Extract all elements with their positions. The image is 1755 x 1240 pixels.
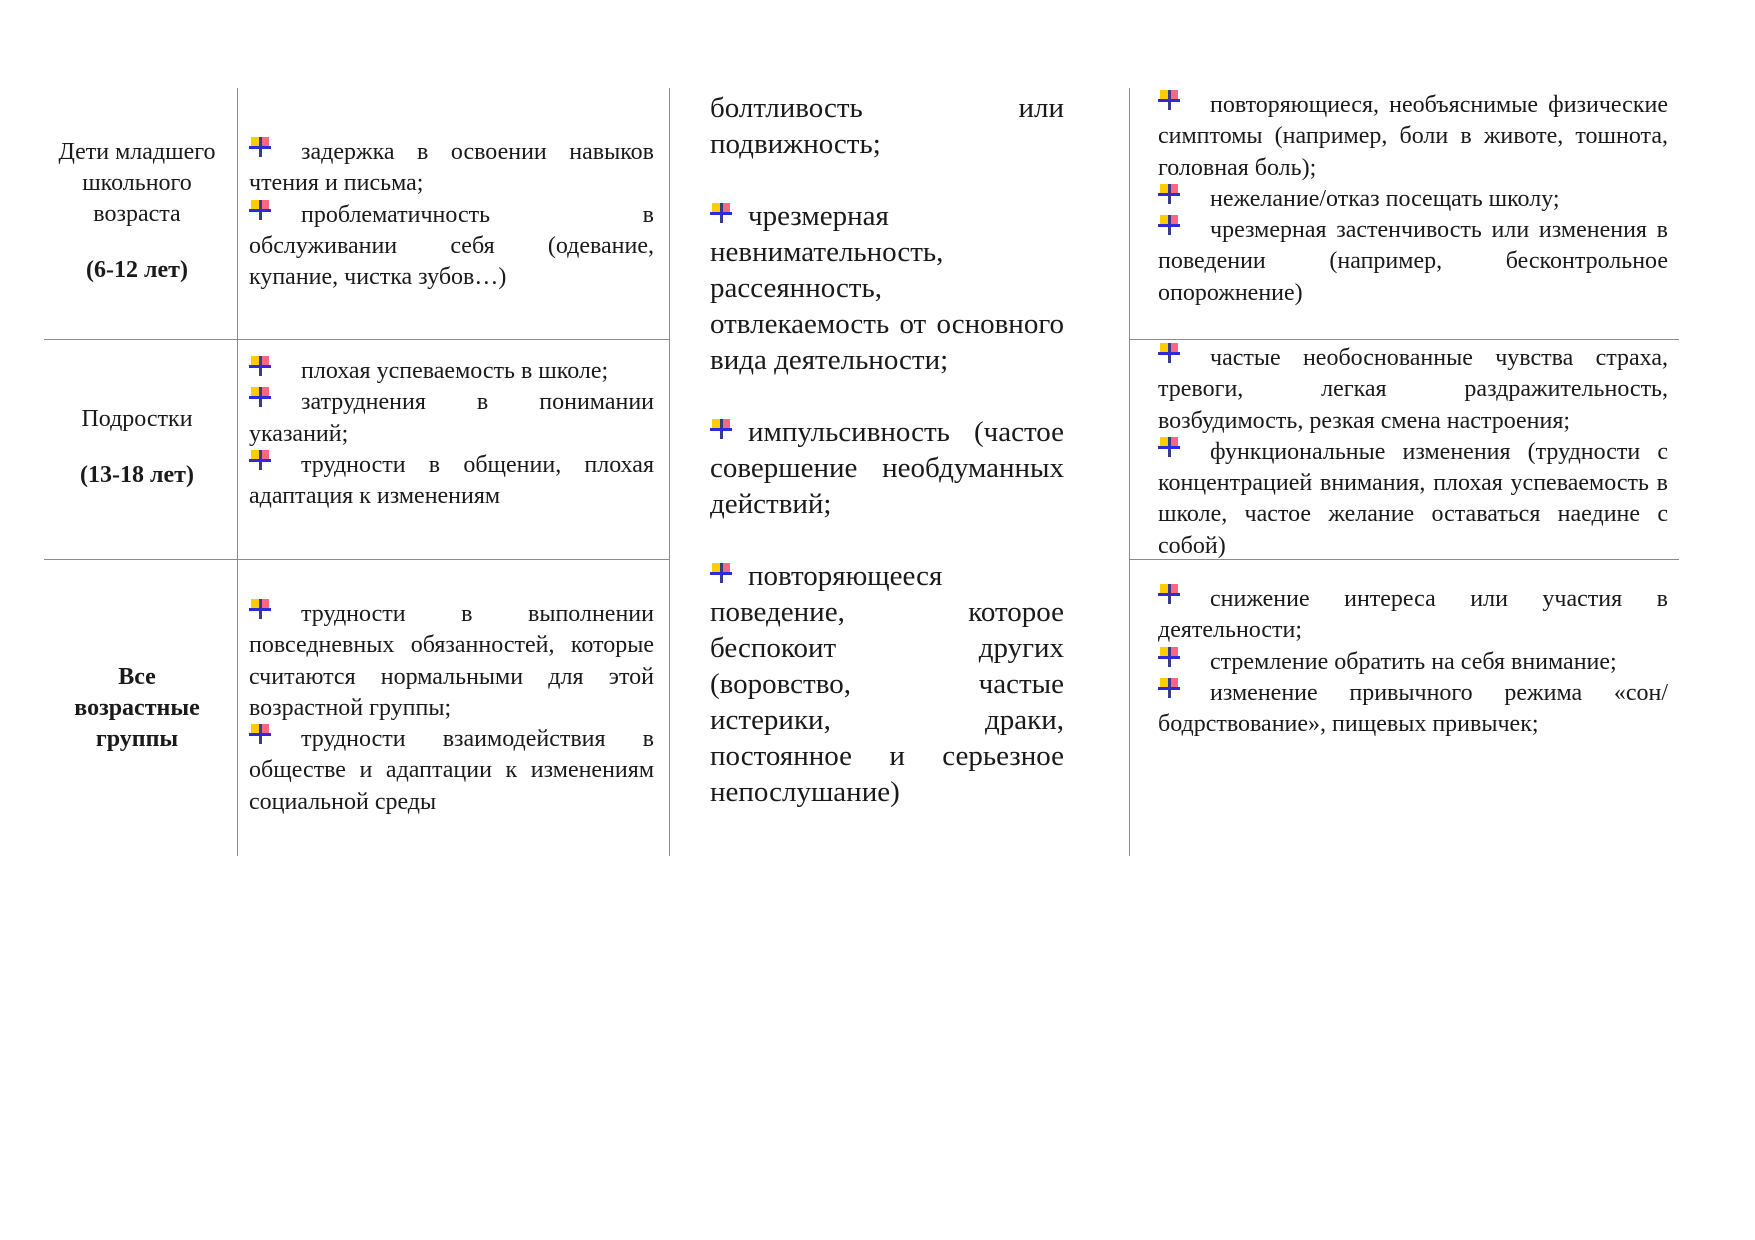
list-item: повторяющееся поведение, которое беспокоит других (воровство, частые истерики, драки, постоянное и серьезное непослушание) <box>710 560 1064 808</box>
age-label: Все возрастные группы <box>74 664 200 752</box>
behavior-signs-column <box>710 90 1064 846</box>
list-item: частые необоснованные чувства страха, тревоги, легкая раздражительность, возбудимость, резкая смена настроения; <box>1158 345 1668 434</box>
bullet-icon <box>1158 647 1180 667</box>
list-item: проблематичность в обслуживании себя (одевание, купание, чистка зубов…) <box>249 201 654 291</box>
bullet-icon <box>249 137 271 157</box>
bullet-icon <box>710 203 732 223</box>
list-item: изменение привычного режима «сон/бодрствование», пищевых привычек; <box>1158 679 1668 738</box>
list-item: чрезмерная застенчивость или изменения в поведении (например, бесконтрольное опорожнение) <box>1158 217 1668 306</box>
signs-cell-all-ages <box>249 599 654 818</box>
table-vline-2 <box>669 88 670 856</box>
list-item: трудности в выполнении повседневных обязанностей, которые считаются нормальными для этой возрастной группы; <box>249 601 654 721</box>
table-hline-2a <box>44 559 669 560</box>
bullet-icon <box>249 724 271 744</box>
list-item: снижение интереса или участия в деятельности; <box>1158 586 1668 644</box>
table-hline-1a <box>44 339 669 340</box>
bullet-icon <box>1158 184 1180 204</box>
list-item: трудности в общении, плохая адаптация к изменениям <box>249 451 654 510</box>
bullet-icon <box>249 450 271 470</box>
list-item: трудности взаимодействия в обществе и адаптации к изменениям социальной среды <box>249 726 654 815</box>
age-label: Дети младшего школьного возраста <box>58 139 216 227</box>
age-cell-all-ages <box>62 662 212 755</box>
bullet-icon <box>249 356 271 376</box>
emotional-signs-all-ages <box>1158 584 1668 740</box>
emotional-signs-primary-school <box>1158 90 1668 309</box>
age-range: (6-12 лет) <box>86 257 188 283</box>
bullet-icon <box>1158 437 1180 457</box>
signs-cell-primary-school <box>249 137 654 293</box>
age-range: (13-18 лет) <box>80 462 194 488</box>
emotional-signs-teenagers <box>1158 343 1668 562</box>
bullet-icon <box>249 200 271 220</box>
list-item: нежелание/отказ посещать школу; <box>1158 184 1668 215</box>
list-item: импульсивность (частое совершение необдуманных действий; <box>710 416 1064 520</box>
list-item: задержка в освоении навыков чтения и письма; <box>249 139 654 197</box>
bullet-icon <box>1158 584 1180 604</box>
bullet-icon <box>710 419 732 439</box>
list-item: затруднения в понимании указаний; <box>249 389 654 447</box>
bullet-icon <box>249 599 271 619</box>
list-item: плохая успеваемость в школе; <box>249 356 654 387</box>
table-vline-3 <box>1129 88 1130 856</box>
bullet-icon <box>1158 678 1180 698</box>
age-cell-primary-school <box>42 137 232 286</box>
bullet-icon <box>1158 343 1180 363</box>
list-item: функциональные изменения (трудности с концентрацией внимания, плохая успеваемость в школе, частое желание оставаться наедине с собой) <box>1158 438 1668 559</box>
bullet-icon <box>710 563 732 583</box>
bullet-icon <box>249 387 271 407</box>
bullet-icon <box>1158 90 1180 110</box>
age-label: Подростки <box>81 406 193 432</box>
signs-cell-teenagers <box>249 356 654 512</box>
table-vline-1 <box>237 88 238 856</box>
list-item-continued: болтливость или подвижность; <box>710 92 1064 160</box>
list-item: стремление обратить на себя внимание; <box>1158 647 1668 678</box>
bullet-icon <box>1158 215 1180 235</box>
list-item: повторяющиеся, необъяснимые физические симптомы (например, боли в животе, тошнота, головная боль); <box>1158 92 1668 181</box>
table-hline-1b <box>1129 339 1679 340</box>
list-item: чрезмерная невнимательность, рассеянность, отвлекаемость от основного вида деятельности; <box>710 200 1064 376</box>
age-cell-teenagers <box>42 404 232 491</box>
